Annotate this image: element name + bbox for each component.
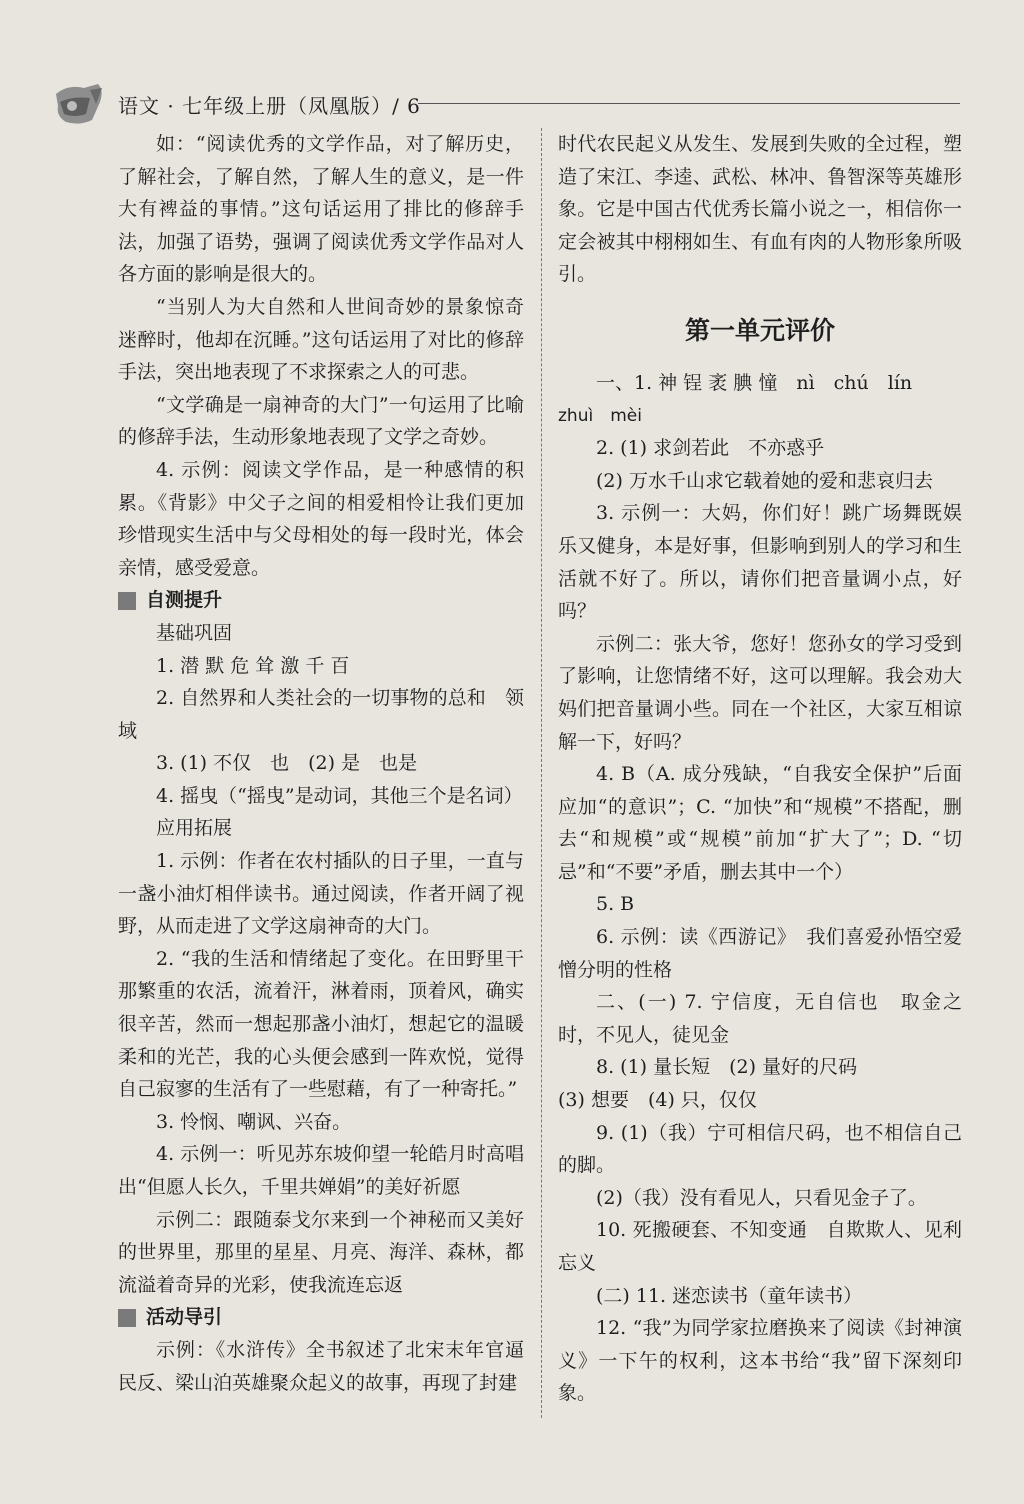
answer-item: 示例二：跟随泰戈尔来到一个神秘而又美好的世界里，那里的星星、月亮、海洋、森林，都流溢着奇异的光彩，使我流连忘返 (118, 1208, 524, 1296)
subheading: 基础巩固 (156, 621, 233, 644)
answer-item: (二) 11. 迷恋读书（童年读书） (596, 1284, 863, 1307)
answer-item: 10. 死搬硬套、不知变通 自欺欺人、见利忘义 (558, 1219, 962, 1274)
answer-item: 8. (1) 量长短 (2) 量好的尺码 (596, 1056, 858, 1079)
scroll-book-icon (50, 80, 106, 128)
answer-item: 4. B（A. 成分残缺，“自我安全保护”后面应加“的意识”；C. “加快”和“规模”不搭配，删去“和规模”或“规模”前加“扩大了”；D. “切忌”和“不要”矛盾，删去其中一个） (558, 763, 962, 883)
column-divider (541, 128, 542, 1418)
right-column (558, 128, 962, 1410)
subheading: 应用拓展 (156, 817, 233, 840)
section-marker-icon (118, 592, 136, 610)
header-rule (418, 103, 960, 104)
section-heading-label: 自测提升 (146, 589, 223, 612)
paragraph: 示例：《水浒传》全书叙述了北宋末年官逼民反、梁山泊英雄聚众起义的故事，再现了封建 (118, 1338, 524, 1394)
answer-item: 6. 示例：读《西游记》 我们喜爱孙悟空爱憎分明的性格 (558, 926, 962, 981)
answer-item: 9. (1)（我）宁可相信尺码，也不相信自己的脚。 (558, 1121, 962, 1177)
paragraph: 如：“阅读优秀的文学作品，对了解历史，了解社会，了解自然，了解人生的意义，是一件大有裨益的事情。”这句话运用了排比的修辞手法，加强了语势，强调了阅读优秀文学作品对人各方面的影响是很大的。 (118, 133, 524, 286)
answer-item: 4. 摇曳（“摇曳”是动词，其他三个是名词） (156, 784, 523, 807)
answer-item: 3. 示例一：大妈，你们好！跳广场舞既娱乐又健身，本是好事，但影响到别人的学习和生活就不好了。所以，请你们把音量调小点，好吗？ (558, 502, 962, 623)
page-header (0, 78, 1024, 128)
answer-item: zhuì mèi (558, 405, 642, 426)
answer-item: 一、1. 神 锃 袤 腆 憧 nì chú lín (596, 371, 913, 394)
header-title: 语文 · 七年级上册（凤凰版）/ 6 (118, 94, 421, 118)
section-heading-label: 活动导引 (146, 1306, 223, 1329)
left-column (118, 128, 524, 1399)
answer-item: 12. “我”为同学家拉磨换来了阅读《封神演义》一下午的权利，这本书给“我”留下深刻印象。 (558, 1317, 962, 1405)
answer-item: 5. B (596, 893, 635, 916)
answer-item: (2) 万水千山求它载着她的爱和悲哀归去 (596, 469, 933, 492)
section-heading (118, 1301, 524, 1334)
answer-item: 1. 示例：作者在农村插队的日子里，一直与一盏小油灯相伴读书。通过阅读，作者开阔了视野，从而走进了文学这扇神奇的大门。 (118, 850, 524, 938)
answer-item: (3) 想要 (4) 只，仅仅 (558, 1089, 757, 1112)
answer-item: 3. 怜悯、嘲讽、兴奋。 (156, 1110, 352, 1133)
answer-item: 4. 示例一：听见苏东坡仰望一轮皓月时高唱出“但愿人长久，千里共婵娟”的美好祈愿 (118, 1143, 524, 1198)
paragraph: 时代农民起义从发生、发展到失败的全过程，塑造了宋江、李逵、武松、林冲、鲁智深等英雄形象。它是中国古代优秀长篇小说之一，相信你一定会被其中栩栩如生、有血有肉的人物形象所吸引。 (558, 133, 962, 286)
section-marker-icon (118, 1309, 136, 1327)
answer-item: 2. 自然界和人类社会的一切事物的总和 领域 (118, 687, 524, 742)
paragraph: 4. 示例：阅读文学作品，是一种感情的积累。《背影》中父子之间的相爱相怜让我们更加珍惜现实生活中与父母相处的每一段时光，体会亲情，感受爱意。 (118, 458, 524, 579)
answer-item: 示例二：张大爷，您好！您孙女的学习受到了影响，让您情绪不好，这可以理解。我会劝大妈们把音量调小些。同在一个社区，大家互相谅解一下，好吗？ (558, 632, 962, 753)
answer-item: 2. (1) 求剑若此 不亦惑乎 (596, 437, 825, 460)
unit-title: 第一单元评价 (684, 315, 835, 345)
answer-item: 2. “我的生活和情绪起了变化。在田野里干那繁重的农活，流着汗，淋着雨，顶着风，确实很辛苦，然而一想起那盏小油灯，想起它的温暖柔和的光芒，我的心头便会感到一阵欢悦，觉得自己寂寥的生活有了一些慰藉，有了一种寄托。” (118, 947, 524, 1101)
paragraph: “当别人为大自然和人世间奇妙的景象惊奇迷醉时，他却在沉睡。”这句话运用了对比的修辞手法，突出地表现了不求探索之人的可悲。 (118, 295, 524, 384)
answer-item: 1. 潜 默 危 耸 激 千 百 (156, 654, 350, 677)
answer-item: (2)（我）没有看见人，只看见金子了。 (596, 1186, 927, 1209)
section-heading (118, 584, 524, 617)
paragraph: “文学确是一扇神奇的大门”一句运用了比喻的修辞手法，生动形象地表现了文学之奇妙。 (118, 393, 524, 449)
answer-item: 二、(一) 7. 宁信度，无自信也 取金之时，不见人，徒见金 (558, 991, 962, 1046)
answer-item: 3. (1) 不仅 也 (2) 是 也是 (156, 752, 418, 775)
